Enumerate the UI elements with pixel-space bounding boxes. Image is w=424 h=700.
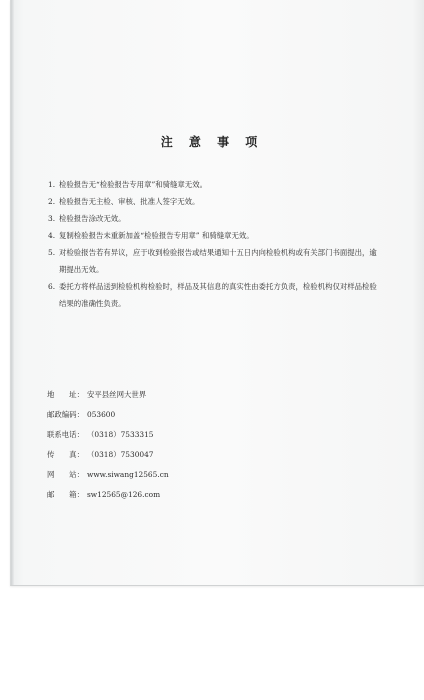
note-item bbox=[48, 227, 380, 244]
contact-row-address bbox=[47, 388, 169, 408]
contact-label: 邮政编码： bbox=[47, 410, 84, 419]
note-text: 复制检验报告未重新加盖“检验报告专用章” 和骑缝章无效。 bbox=[59, 231, 254, 240]
contact-label: 网 站： bbox=[47, 470, 84, 479]
note-item bbox=[48, 193, 380, 210]
note-text: 对检验报告若有异议，应于收到检验报告或结果通知十五日内向检验机构或有关部门书面提出，逾期提出无效。 bbox=[59, 248, 377, 274]
contact-value: （0318）7533315 bbox=[87, 430, 154, 439]
page-title: 注 意 事 项 bbox=[160, 135, 264, 149]
note-number: 6. bbox=[48, 282, 56, 291]
contact-block bbox=[47, 388, 169, 508]
note-number: 3. bbox=[48, 214, 56, 223]
contact-row-phone bbox=[47, 428, 169, 448]
note-item bbox=[48, 176, 380, 193]
contact-label: 地 址： bbox=[47, 390, 84, 399]
note-text: 检验报告涂改无效。 bbox=[59, 214, 126, 223]
note-number: 2. bbox=[48, 197, 56, 206]
contact-label: 邮 箱： bbox=[47, 490, 84, 499]
contact-value: 安平县丝网大世界 bbox=[87, 390, 147, 399]
note-number: 5. bbox=[48, 248, 56, 257]
notes-list bbox=[48, 176, 380, 312]
contact-row-email bbox=[47, 488, 169, 508]
note-item bbox=[48, 278, 380, 312]
contact-label: 联系电话： bbox=[47, 430, 84, 439]
contact-row-postcode bbox=[47, 408, 169, 428]
contact-row-fax bbox=[47, 448, 169, 468]
note-text: 检验报告无主检、审核、批准人签字无效。 bbox=[59, 197, 200, 206]
contact-value: 053600 bbox=[87, 410, 116, 419]
note-number: 1. bbox=[48, 180, 56, 189]
note-number: 4. bbox=[48, 231, 56, 240]
contact-value: sw12565@126.com bbox=[87, 490, 161, 499]
note-text: 检验报告无“检验报告专用章”和骑缝章无效。 bbox=[59, 180, 207, 189]
contact-value: （0318）7530047 bbox=[87, 450, 154, 459]
contact-row-website bbox=[47, 468, 169, 488]
note-item bbox=[48, 210, 380, 227]
note-text: 委托方将样品送到检验机构检验时，样品及其信息的真实性由委托方负责，检验机构仅对样品检验结果的准确性负责。 bbox=[59, 282, 377, 308]
contact-value: www.siwang12565.cn bbox=[87, 470, 169, 479]
contact-label: 传 真： bbox=[47, 450, 84, 459]
note-item bbox=[48, 244, 380, 278]
